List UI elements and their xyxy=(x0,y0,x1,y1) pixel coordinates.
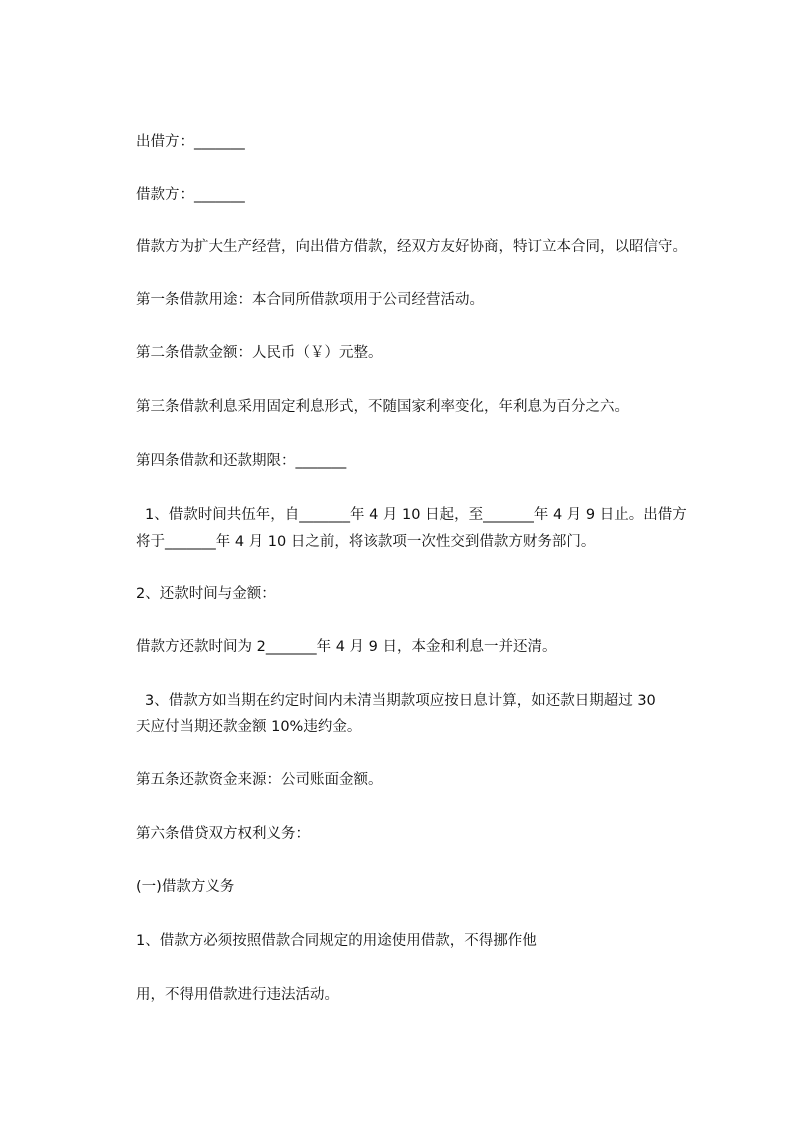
article-2: 第二条借款金额：人民币（￥）元整。 xyxy=(136,345,383,361)
article-5: 第五条还款资金来源：公司账面金额。 xyxy=(136,772,383,788)
article-6: 第六条借贷双方权利义务： xyxy=(136,826,310,842)
item-2-detail: 借款方还款时间为 2_______年 4 月 9 日，本金和利息一并还清。 xyxy=(136,639,557,655)
lender-line: 出借方：_______ xyxy=(136,134,245,150)
borrower-line: 借款方：_______ xyxy=(136,187,245,203)
duty-1-line-1: 1、借款方必须按照借款合同规定的用途使用借款，不得挪作他 xyxy=(136,933,537,949)
article-3: 第三条借款利息采用固定利息形式，不随国家利率变化，年利息为百分之六。 xyxy=(136,399,629,415)
item-1-line-1: 1、借款时间共伍年，自_______年 4 月 10 日起，至_______年 4 月 9 日止。出借方 xyxy=(145,507,687,523)
article-1: 第一条借款用途：本合同所借款项用于公司经营活动。 xyxy=(136,292,484,308)
section-1-heading: (一)借款方义务 xyxy=(136,879,235,895)
item-2: 2、还款时间与金额： xyxy=(136,586,276,602)
preamble-paragraph: 借款方为扩大生产经营，向出借方借款，经双方友好协商，特订立本合同，以昭信守。 xyxy=(136,239,687,255)
duty-1-line-2: 用，不得用借款进行违法活动。 xyxy=(136,987,339,1003)
item-3-line-1: 3、借款方如当期在约定时间内未清当期款项应按日息计算，如还款日期超过 30 xyxy=(145,693,656,709)
item-1-line-2: 将于_______年 4 月 10 日之前，将该款项一次性交到借款方财务部门。 xyxy=(136,534,596,550)
item-3-line-2: 天应付当期还款金额 10%违约金。 xyxy=(136,719,362,735)
article-4: 第四条借款和还款期限：_______ xyxy=(136,453,347,469)
